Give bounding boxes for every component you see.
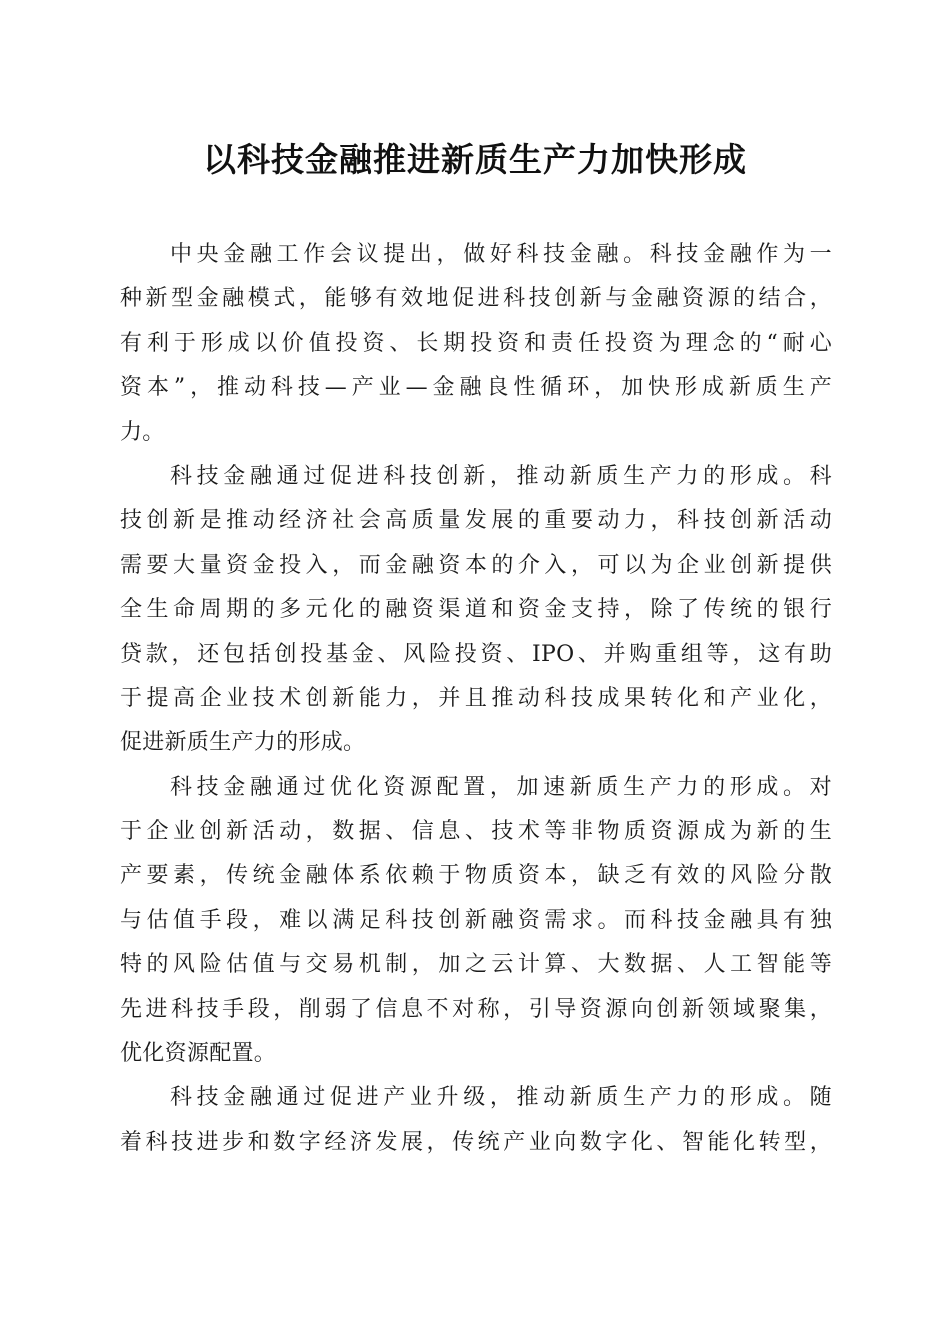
text-line: 种新型金融模式，能够有效地促进科技创新与金融资源的结合， (120, 286, 832, 312)
paragraph-1 (120, 233, 832, 455)
text-line: 与估值手段，难以满足科技创新融资需求。而科技金融具有独 (120, 907, 832, 933)
text-line: 优化资源配置。 (120, 1041, 277, 1067)
text-line: 需要大量资金投入，而金融资本的介入，可以为企业创新提供 (120, 552, 832, 578)
text-line: 特的风险估值与交易机制，加之云计算、大数据、人工智能等 (120, 952, 832, 978)
text-line: 先进科技手段，削弱了信息不对称，引导资源向创新领域聚集， (120, 996, 832, 1022)
text-line: 科技金融通过促进产业升级，推动新质生产力的形成。随 (170, 1085, 832, 1111)
text-line: 于提高企业技术创新能力，并且推动科技成果转化和产业化， (120, 685, 832, 711)
document-body (120, 233, 832, 1165)
text-line: 科技金融通过促进科技创新，推动新质生产力的形成。科 (170, 463, 832, 489)
text-line: 促进新质生产力的形成。 (120, 730, 366, 756)
text-line: 资本”，推动科技—产业—金融良性循环，加快形成新质生产 (120, 375, 832, 401)
text-line: 力。 (120, 419, 165, 445)
paragraph-3 (120, 766, 832, 1077)
text-line: 技创新是推动经济社会高质量发展的重要动力，科技创新活动 (120, 508, 832, 534)
text-line: 贷款，还包括创投基金、风险投资、IPO、并购重组等，这有助 (120, 641, 832, 667)
text-line: 产要素，传统金融体系依赖于物质资本，缺乏有效的风险分散 (120, 863, 832, 889)
paragraph-4 (120, 1076, 832, 1165)
text-line: 全生命周期的多元化的融资渠道和资金支持，除了传统的银行 (120, 597, 832, 623)
paragraph-2 (120, 455, 832, 766)
text-line: 有利于形成以价值投资、长期投资和责任投资为理念的“耐心 (120, 330, 832, 356)
text-line: 中央金融工作会议提出，做好科技金融。科技金融作为一 (170, 242, 832, 267)
text-line: 科技金融通过优化资源配置，加速新质生产力的形成。对 (170, 774, 832, 800)
text-line: 于企业创新活动，数据、信息、技术等非物质资源成为新的生 (120, 819, 832, 845)
document-title: 以科技金融推进新质生产力加快形成 (203, 140, 747, 179)
text-line: 着科技进步和数字经济发展，传统产业向数字化、智能化转型， (120, 1129, 832, 1155)
